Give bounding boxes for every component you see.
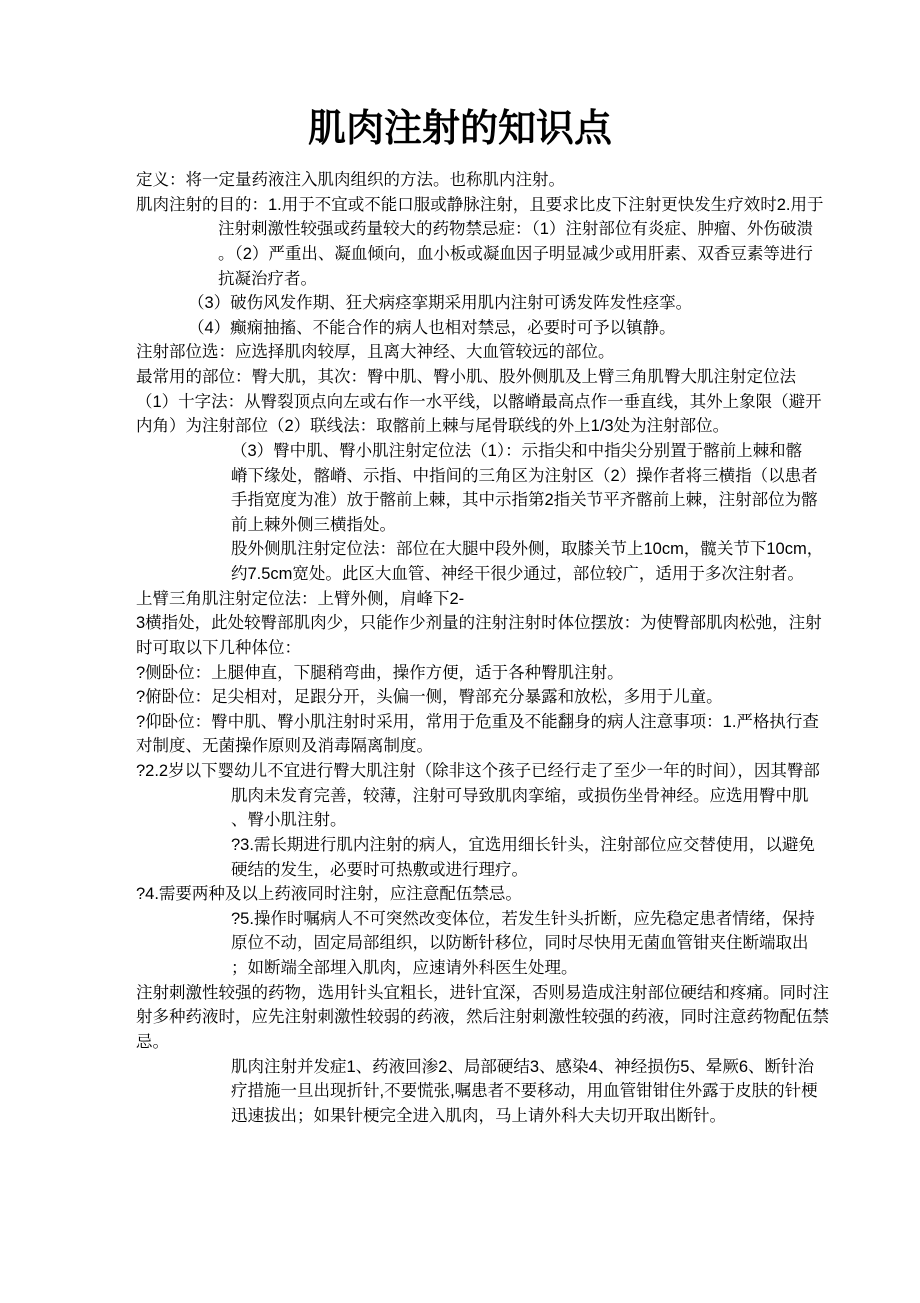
document-line: 嵴下缘处，髂嵴、示指、中指间的三角区为注射区（2）操作者将三横指（以患者: [231, 466, 818, 485]
document-line: （3）臀中肌、臀小肌注射定位法（1）：示指尖和中指尖分别置于髂前上棘和髂: [231, 441, 803, 460]
document-line: （1）十字法：从臀裂顶点向左或右作一水平线，以髂嵴最高点作一垂直线，其外上象限（避开: [136, 392, 822, 411]
document-line: 3横指处，此处较臀部肌肉少，只能作少剂量的注射注射时体位摆放：为使臀部肌肉松弛，注射: [136, 614, 822, 633]
document-line: 硬结的发生，必要时可热敷或进行理疗。: [231, 860, 528, 879]
document-line: 时可取以下几种体位：: [136, 638, 301, 657]
document-line: 约7.5cm宽处。此区大血管、神经干很少通过，部位较广，适用于多次注射者。: [231, 565, 804, 583]
document-line: 肌肉注射的目的：1.用于不宜或不能口服或静脉注射，且要求比皮下注射更快发生疗效时2.用于: [136, 195, 824, 214]
document-line: （4）癫痫抽搐、不能合作的病人也相对禁忌，必要时可予以镇静。: [188, 318, 676, 337]
document-line: 。（2）严重出、凝血倾向，血小板或凝血因子明显减少或用肝素、双香豆素等进行: [218, 244, 813, 263]
document-line: ?4.需要两种及以上药液同时注射，应注意配伍禁忌。: [136, 885, 522, 904]
document-line: ?5.操作时嘱病人不可突然改变体位，若发生针头折断，应先稳定患者情绪，保持: [231, 909, 815, 928]
page-title: 肌肉注射的知识点: [307, 108, 612, 150]
document-line: 、臀小肌注射。: [231, 811, 347, 830]
document-line: ?俯卧位：足尖相对，足跟分开，头偏一侧，臀部充分暴露和放松，多用于儿童。: [136, 688, 723, 707]
document-line: 注射刺激性较强或药量较大的药物禁忌症：（1）注射部位有炎症、肿瘤、外伤破溃: [218, 220, 813, 239]
document-line: 疗措施一旦出现折针,不要慌张,嘱患者不要移动，用血管钳钳住外露于皮肤的针梗: [231, 1082, 818, 1101]
document-line: ?侧卧位：上腿伸直，下腿稍弯曲，操作方便，适于各种臀肌注射。: [136, 663, 624, 682]
document-line: 原位不动，固定局部组织，以防断针移位，同时尽快用无菌血管钳夹住断端取出: [231, 934, 809, 953]
document-line: 注射刺激性较强的药物，选用针头宜粗长，进针宜深，否则易造成注射部位硬结和疼痛。同时注: [136, 983, 829, 1002]
document-line: 手指宽度为准）放于髂前上棘，其中示指第2指关节平齐髂前上棘，注射部位为髂: [231, 491, 818, 510]
document-line: 内角）为注射部位（2）联线法：取髂前上棘与尾骨联线的外上1/3处为注射部位。: [136, 417, 730, 436]
document-line: 股外侧肌注射定位法：部位在大腿中段外侧，取膝关节上10cm，髋关节下10cm，: [231, 540, 824, 559]
document-line: ?3.需长期进行肌内注射的病人，宜选用细长针头，注射部位应交替使用，以避免: [231, 835, 815, 854]
document-line: ?2.2岁以下婴幼儿不宜进行臀大肌注射（除非这个孩子已经行走了至少一年的时间），因其臀部: [136, 762, 820, 780]
document-line: 前上棘外侧三横指处。: [231, 515, 396, 534]
document-line: ?仰卧位：臀中肌、臀小肌注射时采用，常用于危重及不能翻身的病人注意事项：1.严格执行查: [136, 712, 819, 731]
document-line: 肌肉未发育完善，较薄，注射可导致肌肉挛缩，或损伤坐骨神经。应选用臀中肌: [231, 786, 809, 805]
document-line: （3）破伤风发作期、狂犬病痉挛期采用肌内注射可诱发阵发性痉挛。: [188, 294, 693, 313]
document-line: 最常用的部位：臀大肌，其次：臀中肌、臀小肌、股外侧肌及上臂三角肌臀大肌注射定位法: [136, 368, 796, 386]
document-line: 忌。: [136, 1032, 169, 1051]
document-line: 迅速拔出；如果针梗完全进入肌肉，马上请外科大夫切开取出断针。: [231, 1106, 726, 1125]
document-line: 射多种药液时，应先注射刺激性较弱的药液，然后注射刺激性较强的药液，同时注意药物配伍禁: [136, 1008, 829, 1027]
document-line: 对制度、无菌操作原则及消毒隔离制度。: [136, 737, 433, 756]
document-line: 抗凝治疗者。: [218, 269, 317, 288]
document-line: ；如断端全部埋入肌肉，应速请外科医生处理。: [231, 959, 578, 977]
document-line: 定义：将一定量药液注入肌肉组织的方法。也称肌内注射。: [136, 171, 565, 189]
document-line: 上臂三角肌注射定位法：上臂外侧，肩峰下2-: [136, 589, 465, 608]
document-line: 注射部位选：应选择肌肉较厚，且离大神经、大血管较远的部位。: [136, 343, 615, 362]
document-line: 肌肉注射并发症1、药液回渗2、局部硬结3、感染4、神经损伤5、晕厥6、断针治: [231, 1057, 815, 1076]
document-body: [136, 168, 829, 1128]
